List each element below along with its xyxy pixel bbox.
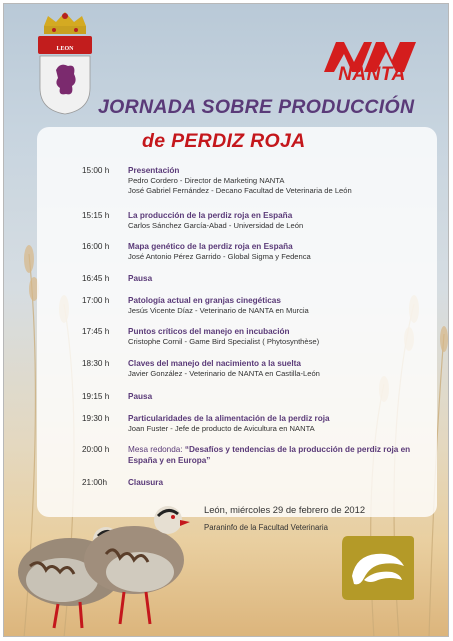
program-speaker: Cristophe Cornil - Game Bird Specialist ( Phytosynthèse)	[128, 337, 320, 346]
program-time: 21:00h	[82, 478, 108, 487]
round-table	[128, 445, 418, 466]
program-title: Pausa	[128, 392, 153, 401]
program-content	[128, 211, 418, 231]
program-title: Presentación	[128, 166, 180, 175]
program-content	[128, 359, 418, 379]
program-time: 20:00 h	[82, 445, 110, 454]
program-time: 19:15 h	[82, 392, 110, 401]
title-line-1: JORNADA SOBRE PRODUCCIÓN	[98, 96, 415, 118]
program-title: Clausura	[128, 478, 164, 487]
program-content	[128, 445, 418, 466]
title-line-2: de PERDIZ ROJA	[142, 130, 306, 152]
event-poster	[3, 3, 449, 637]
program-content	[128, 242, 418, 262]
program-title: Patología actual en granjas cinegéticas	[128, 296, 281, 305]
partridge-front	[84, 506, 190, 624]
program-title: Mapa genético de la perdiz roja en España	[128, 242, 293, 251]
program-content	[128, 327, 418, 347]
event-venue: Paraninfo de la Facultad Veterinaria	[204, 523, 328, 532]
program-content	[128, 478, 418, 488]
program-speaker: Javier González - Veterinario de NANTA en Castilla-León	[128, 369, 320, 378]
program-content	[128, 392, 418, 402]
program-time: 18:30 h	[82, 359, 110, 368]
program-content	[128, 274, 418, 284]
program-time: 15:15 h	[82, 211, 110, 220]
program-speaker: José Antonio Pérez Garrido - Global Sigma y Fedenca	[128, 252, 311, 261]
program-time: 17:45 h	[82, 327, 110, 336]
program-speaker: Jesús Vicente Díaz - Veterinario de NANTA en Murcia	[128, 306, 309, 315]
program-title: Pausa	[128, 274, 153, 283]
red-partridges-illustration	[10, 492, 200, 632]
program-time: 19:30 h	[82, 414, 110, 423]
program-time: 16:45 h	[82, 274, 110, 283]
program-title: Particularidades de la alimentación de la perdiz roja	[128, 414, 330, 423]
program-content	[128, 414, 418, 434]
program-speaker: Joan Fuster - Jefe de producto de Avicultura en NANTA	[128, 424, 315, 433]
program-title: Puntos críticos del manejo en incubación	[128, 327, 290, 336]
leon-coat-of-arms	[34, 12, 96, 116]
round-table-label: Mesa redonda:	[128, 445, 185, 454]
program-speaker: José Gabriel Fernández - Decano Facultad de Veterinaria de León	[128, 186, 352, 195]
event-date: León, miércoles 29 de febrero de 2012	[204, 504, 366, 515]
crown-icon	[44, 12, 86, 34]
program-title: La producción de la perdiz roja en España	[128, 211, 293, 220]
nanta-brand-name: NANTA	[338, 64, 406, 85]
round-table-title: “Desafíos y tendencias de la producción de perdiz roja en España y en Europa”	[128, 445, 411, 465]
program-time: 15:00 h	[82, 166, 110, 175]
program-speaker: Carlos Sánchez García-Abad - Universidad de León	[128, 221, 304, 230]
program-content	[128, 296, 418, 316]
program-title: Claves del manejo del nacimiento a la suelta	[128, 359, 301, 368]
program-time: 16:00 h	[82, 242, 110, 251]
program-time: 17:00 h	[82, 296, 110, 305]
program-content	[128, 166, 418, 196]
crest-banner: LEON	[56, 46, 74, 52]
program-speaker: Pedro Cordero - Director de Marketing NANTA	[128, 176, 285, 185]
veterinary-faculty-logo-icon	[340, 534, 416, 602]
